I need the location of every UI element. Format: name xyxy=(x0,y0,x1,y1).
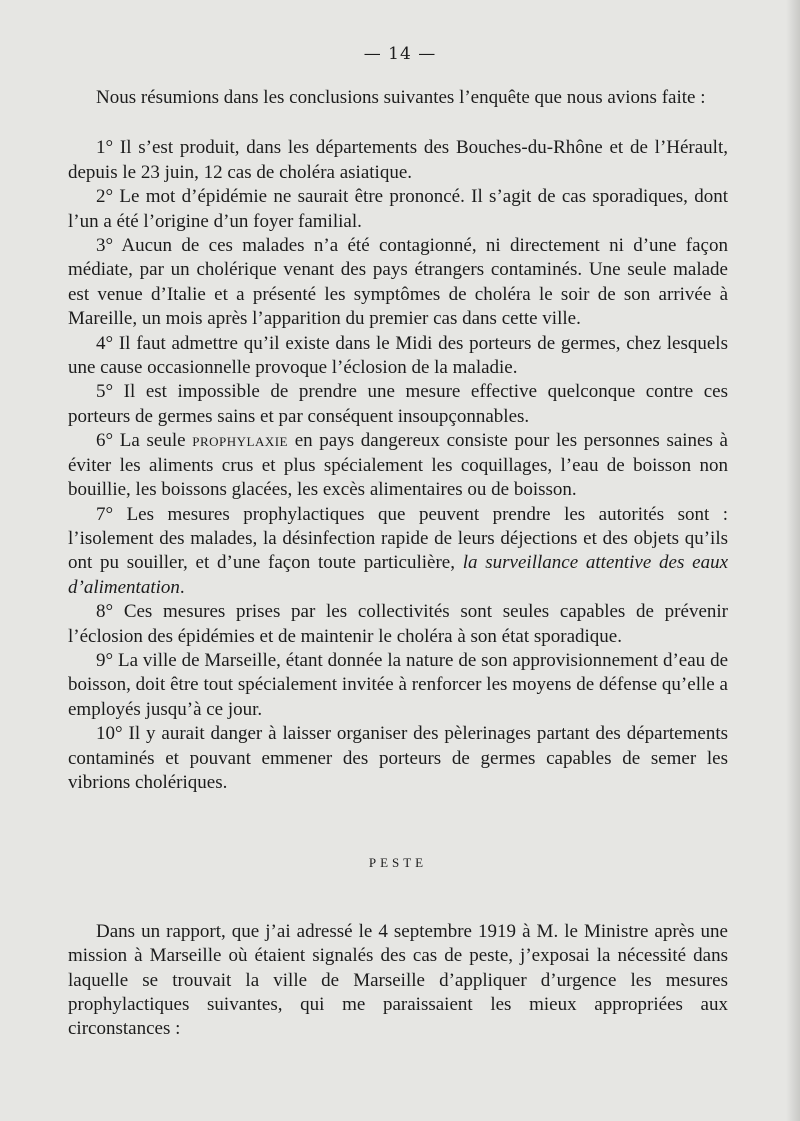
conclusion-7 xyxy=(68,503,728,601)
conclusion-7-text: 7° Les mesures prophylactiques que peuvent prendre les autorités sont : l’isolement des malades, la désinfection rapide de leurs déjections et des objets qu’ils ont pu souiller, et d’une façon toute particulière, xyxy=(68,503,728,574)
conclusion-4: 4° Il faut admettre qu’il existe dans le Midi des porteurs de germes, chez lesquels une cause occasionnelle provoque l’éclosion de la maladie. xyxy=(68,332,728,379)
conclusion-6-start: 6° La seule xyxy=(96,430,193,452)
conclusion-6-rest: en pays dangereux consiste pour les personnes saines à éviter les aliments crus et plus spécialement les coquillages, l’eau de boisson non bouillie, les boissons glacées, les excès alimentaires ou de boisson. xyxy=(68,430,728,501)
conclusion-5: 5° Il est impossible de prendre une mesure effective quelconque contre ces porteurs de germes sains et par conséquent insoupçonnables. xyxy=(68,381,728,427)
prophylaxie-term: prophylaxie xyxy=(192,430,289,452)
document-body xyxy=(68,86,728,1042)
section-heading-peste: PESTE xyxy=(368,855,428,871)
conclusion-9: 9° La ville de Marseille, étant donnée la nature de son approvisionnement d’eau de boisson, doit être tout spécialement invitée à renforcer les moyens de défense qu’elle a employés jusqu’à ce jour. xyxy=(68,649,728,720)
conclusion-7-end: . xyxy=(179,576,185,598)
conclusion-1: 1° Il s’est produit, dans les départements des Bouches-du-Rhône et de l’Hérault, depuis le 23 juin, 12 cas de choléra asiatique. xyxy=(68,137,728,183)
conclusion-10: 10° Il y aurait danger à laisser organiser des pèlerinages partant des départements contaminés et pouvant emmener des porteurs de germes capables de semer les vibrions cholériques. xyxy=(68,723,728,793)
peste-paragraph: Dans un rapport, que j’ai adressé le 4 septembre 1919 à M. le Ministre après une mission à Marseille où étaient signalés des cas de peste, j’exposai la nécessité dans laquelle se trouvait la ville de Marseille d’appliquer d’urgence les mesures prophylactiques suivantes, qui me paraissaient les mieux appropriées aux circonstances : xyxy=(68,920,728,1040)
conclusion-3: 3° Aucun de ces malades n’a été contagionné, ni directement ni d’une façon médiate, par un cholérique venant des pays étrangers contaminés. Une seule malade est venue d’Italie et a présenté les symptômes de choléra le soir de son arrivée à Mareille, un mois après l’apparition du premier cas dans cette ville. xyxy=(68,235,728,330)
page-number: — 14 — xyxy=(363,44,437,64)
conclusion-7-emphasis: la surveillance attentive des eaux d’alimentation xyxy=(68,552,729,598)
conclusion-8: 8° Ces mesures prises par les collectivités sont seules capables de prévenir l’éclosion des épidémies et de maintenir le choléra à son état sporadique. xyxy=(68,601,728,647)
conclusion-6 xyxy=(68,429,728,502)
conclusion-2: 2° Le mot d’épidémie ne saurait être prononcé. Il s’agit de cas sporadiques, dont l’un a été l’origine d’un foyer familial. xyxy=(68,186,728,232)
intro-paragraph: Nous résumions dans les conclusions suivantes l’enquête que nous avions faite : xyxy=(96,87,706,108)
page-edge-shadow xyxy=(786,0,800,1121)
